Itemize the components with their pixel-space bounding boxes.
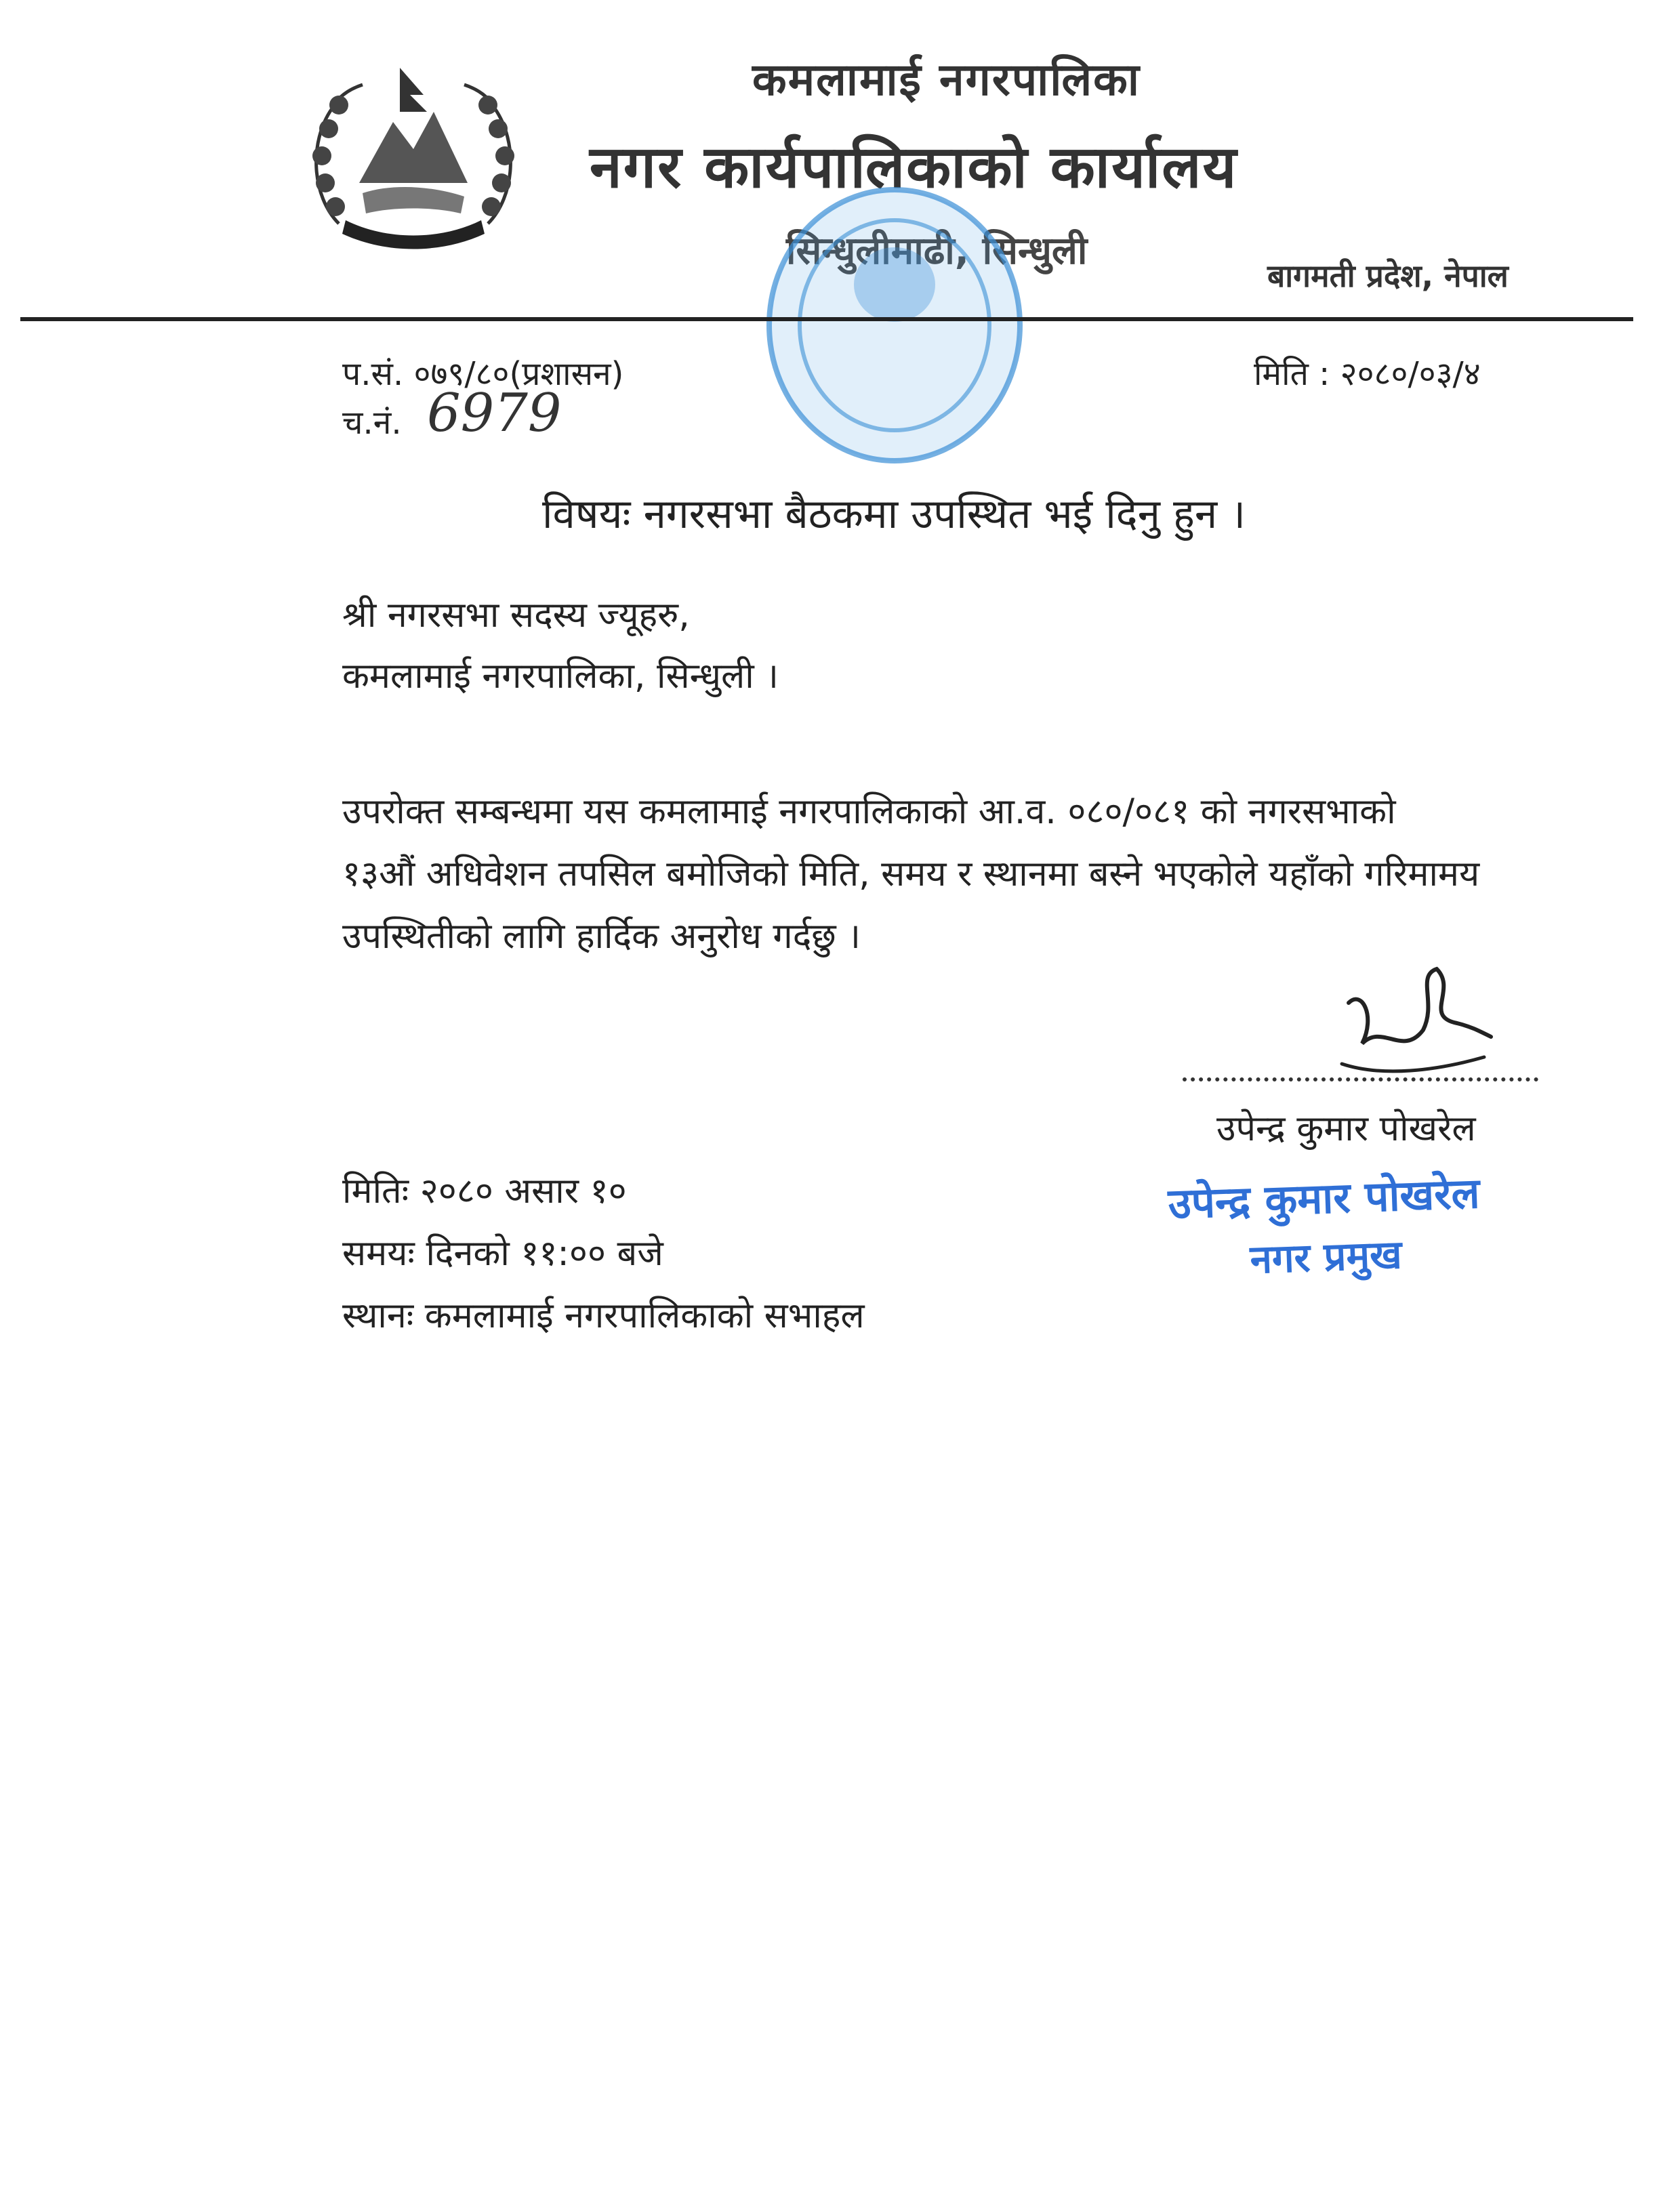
addressee-line-1: श्री नगरसभा सदस्य ज्यूहरु, xyxy=(342,595,690,636)
letter-subject: विषयः नगरसभा बैठकमा उपस्थित भई दिनु हुन । xyxy=(542,491,1246,538)
body-line-1: उपरोक्त सम्बन्धमा यस कमलामाई नगरपालिकाको आ.व. ०८०/०८१ को नगरसभाको xyxy=(342,791,1396,832)
body-line-3: उपस्थितीको लागि हार्दिक अनुरोध गर्दछु । xyxy=(342,916,861,957)
signatory-name: उपेन्द्र कुमार पोखरेल xyxy=(1216,1109,1476,1149)
name-stamp xyxy=(1147,1163,1503,1288)
dispatch-label: च.नं. xyxy=(342,404,402,442)
office-location: सिन्धुलीमाढी, सिन्धुली xyxy=(786,229,1088,273)
stamp-name: उपेन्द्र कुमार पोखरेल xyxy=(1167,1168,1481,1229)
meeting-time: समयः दिनको ११:०० बजे xyxy=(342,1233,663,1274)
signature-line xyxy=(1183,1077,1538,1081)
letter-date: मिति : २०८०/०३/४ xyxy=(1254,355,1481,393)
municipality-name: कमलामाई नगरपालिका xyxy=(752,54,1141,106)
stamp-title: नगर प्रमुख xyxy=(1249,1231,1403,1283)
letter-number: प.सं. ०७९/८०(प्रशासन) xyxy=(342,355,624,393)
addressee-line-2: कमलामाई नगरपालिका, सिन्धुली । xyxy=(342,656,779,697)
province-name: बागमती प्रदेश, नेपाल xyxy=(1267,257,1509,294)
meeting-date: मितिः २०८० असार १० xyxy=(342,1171,627,1212)
body-line-2: १३औं अधिवेशन तपसिल बमोजिको मिति, समय र स्थानमा बस्ने भएकोले यहाँको गरिमामय xyxy=(342,854,1480,894)
nepal-emblem-icon xyxy=(298,47,529,264)
dispatch-number: 6979 xyxy=(427,383,562,444)
office-name: नगर कार्यपालिकाको कार्यालय xyxy=(590,133,1238,201)
header-divider xyxy=(20,317,1633,321)
office-seal-stamp xyxy=(759,183,1030,468)
meeting-venue: स्थानः कमलामाई नगरपालिकाको सभाहल xyxy=(342,1296,865,1336)
